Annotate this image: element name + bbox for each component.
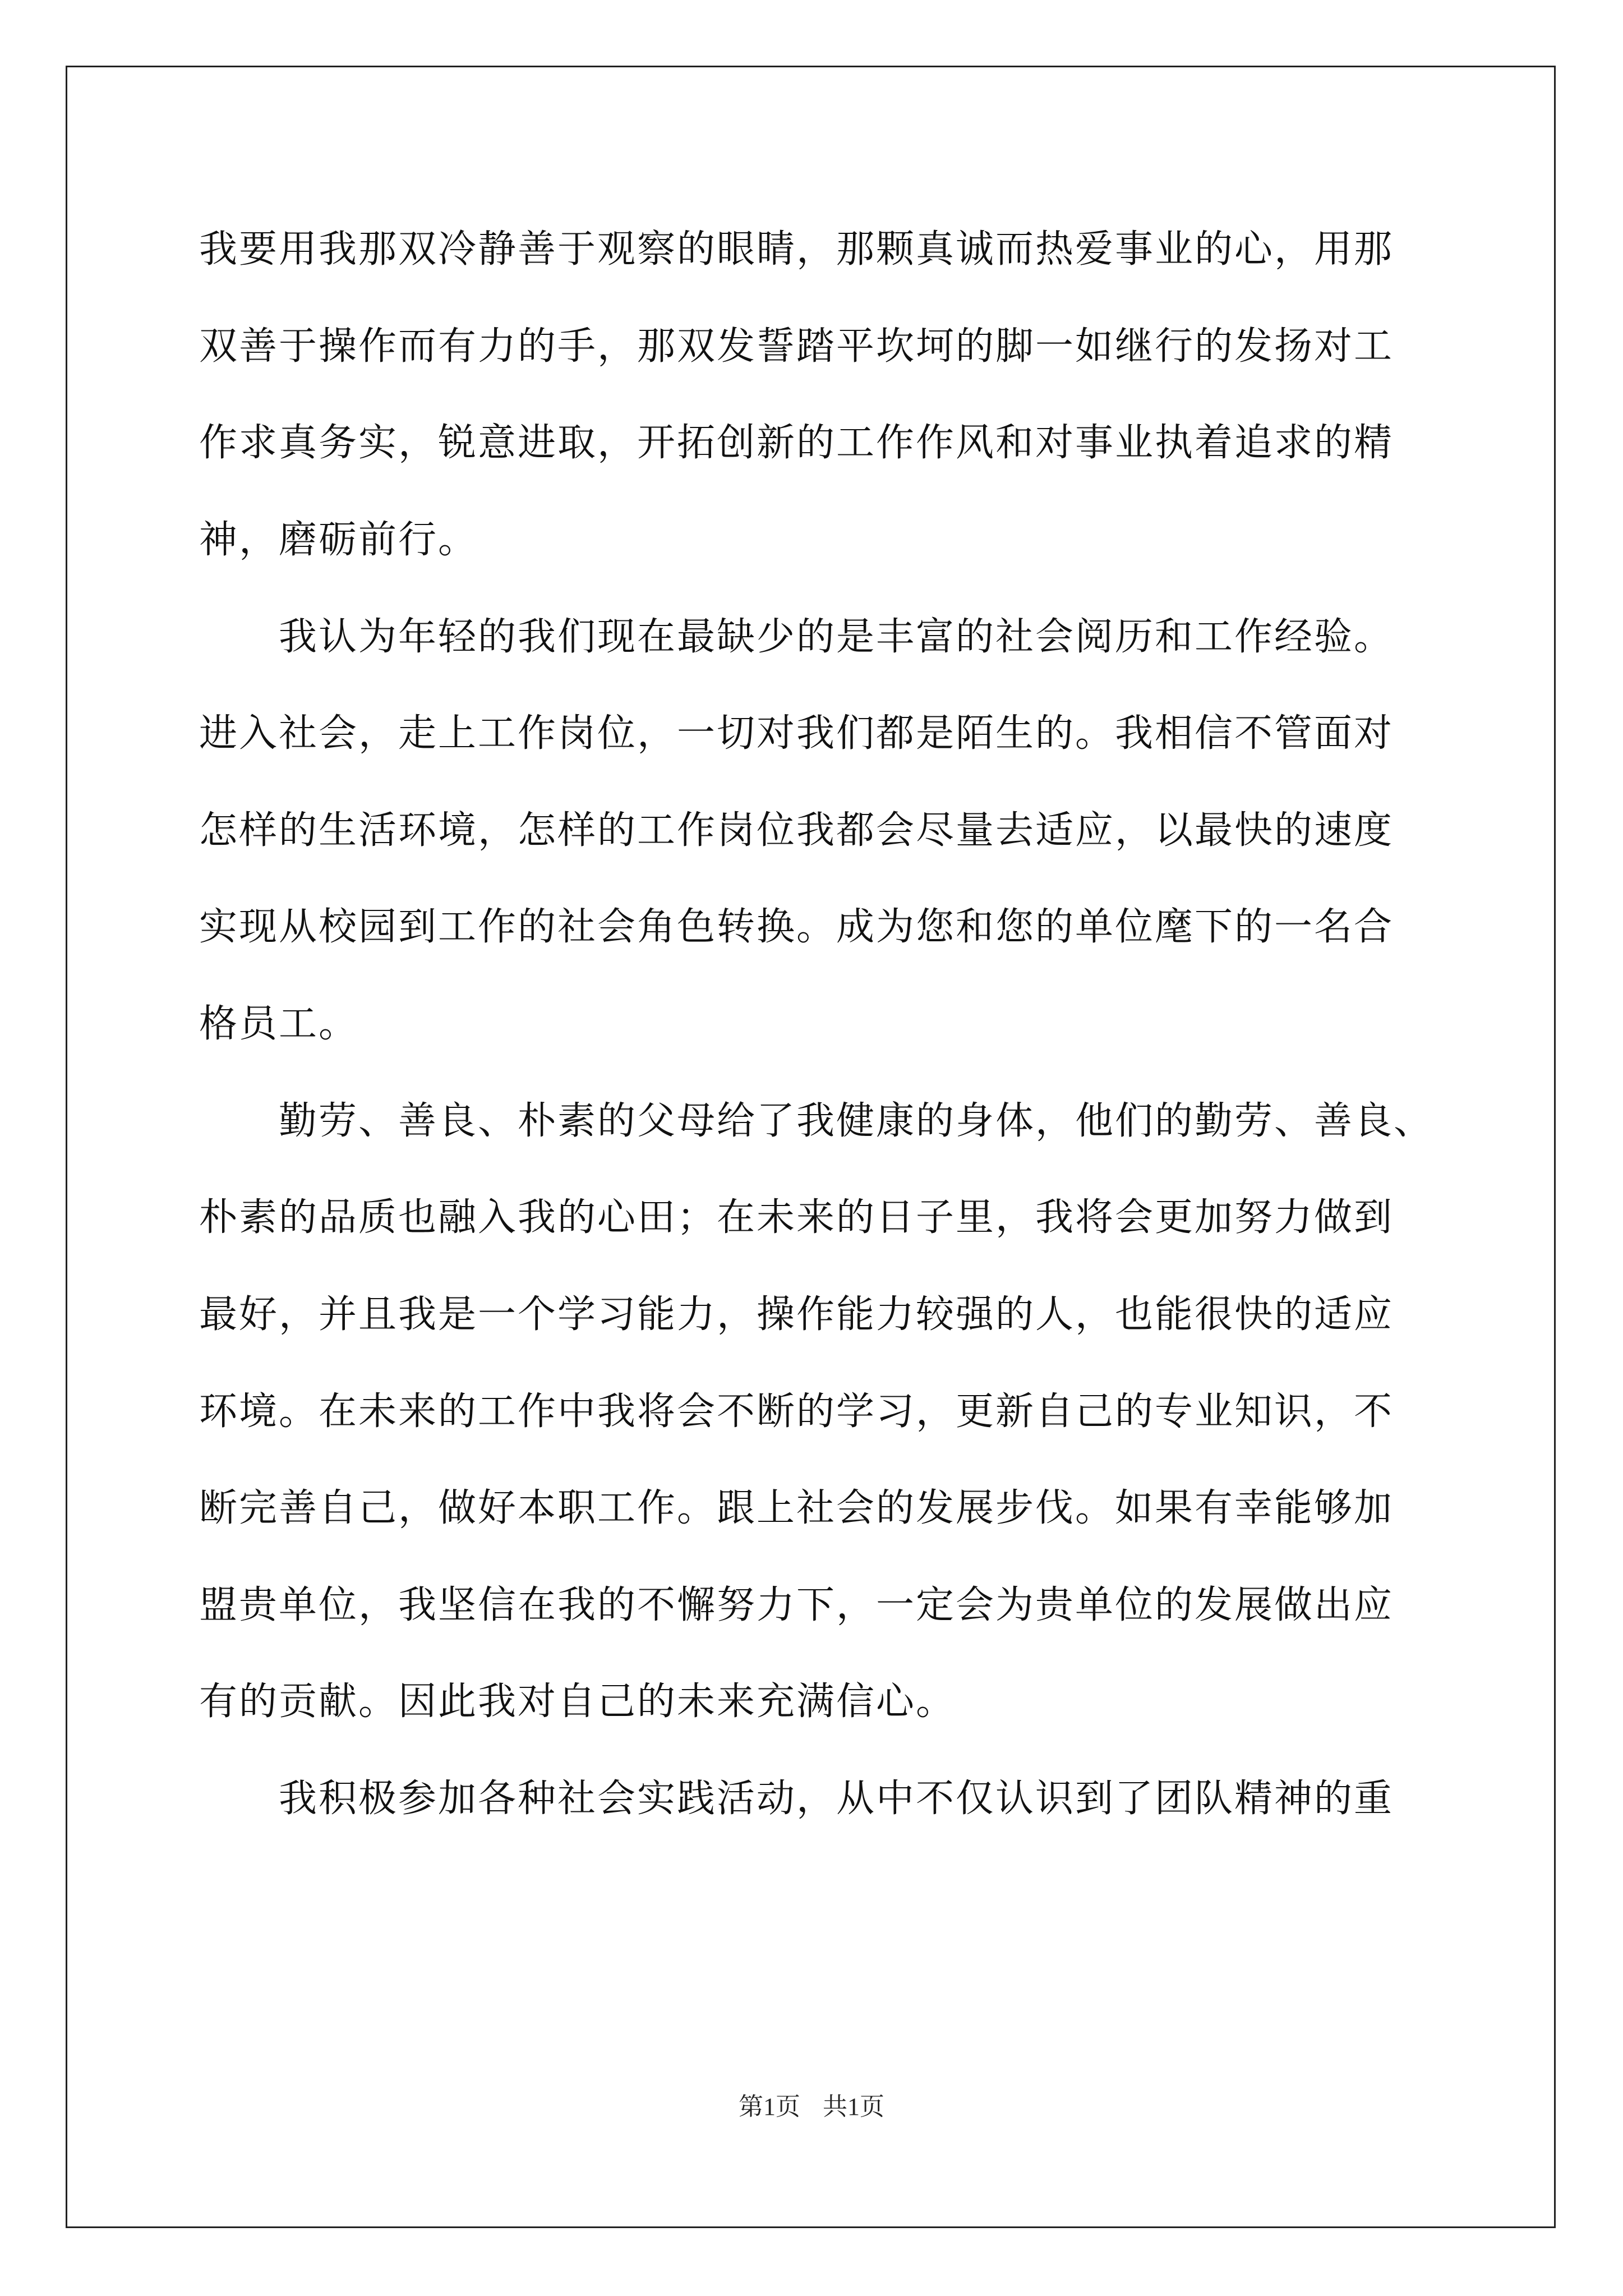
page-number-total: 共1页 xyxy=(823,2093,884,2120)
text-line: 神，磨砺前行。 xyxy=(199,518,478,562)
text-line: 最好，并且我是一个学习能力，操作能力较强的人，也能很快的适应 xyxy=(199,1292,1394,1337)
text-line: 作求真务实，锐意进取，开拓创新的工作作风和对事业执着追求的精 xyxy=(199,421,1394,465)
page-footer xyxy=(0,2091,1623,2123)
text-line: 格员工。 xyxy=(199,1002,359,1046)
text-line: 我认为年轻的我们现在最缺少的是丰富的社会阅历和工作经验。 xyxy=(199,615,1394,659)
text-line: 实现从校园到工作的社会角色转换。成为您和您的单位麾下的一名合 xyxy=(199,905,1394,949)
page-border xyxy=(66,66,1556,2228)
text-line: 朴素的品质也融入我的心田；在未来的日子里，我将会更加努力做到 xyxy=(199,1195,1394,1240)
text-line: 怎样的生活环境，怎样的工作岗位我都会尽量去适应，以最快的速度 xyxy=(199,808,1394,853)
text-line: 勤劳、善良、朴素的父母给了我健康的身体，他们的勤劳、善良、 xyxy=(199,1099,1434,1143)
text-line: 我积极参加各种社会实践活动，从中不仅认识到了团队精神的重 xyxy=(199,1777,1394,1821)
text-line: 有的贡献。因此我对自己的未来充满信心。 xyxy=(199,1680,956,1724)
text-line: 进入社会，走上工作岗位，一切对我们都是陌生的。我相信不管面对 xyxy=(199,711,1394,756)
text-line: 我要用我那双冷静善于观察的眼睛，那颗真诚而热爱事业的心，用那 xyxy=(199,227,1394,272)
text-line: 双善于操作而有力的手，那双发誓踏平坎坷的脚一如继行的发扬对工 xyxy=(199,324,1394,369)
text-line: 环境。在未来的工作中我将会不断的学习，更新自己的专业知识，不 xyxy=(199,1389,1394,1434)
page-number-current: 第1页 xyxy=(739,2093,800,2120)
text-line: 断完善自己，做好本职工作。跟上社会的发展步伐。如果有幸能够加 xyxy=(199,1486,1394,1530)
text-line: 盟贵单位，我坚信在我的不懈努力下，一定会为贵单位的发展做出应 xyxy=(199,1583,1394,1627)
